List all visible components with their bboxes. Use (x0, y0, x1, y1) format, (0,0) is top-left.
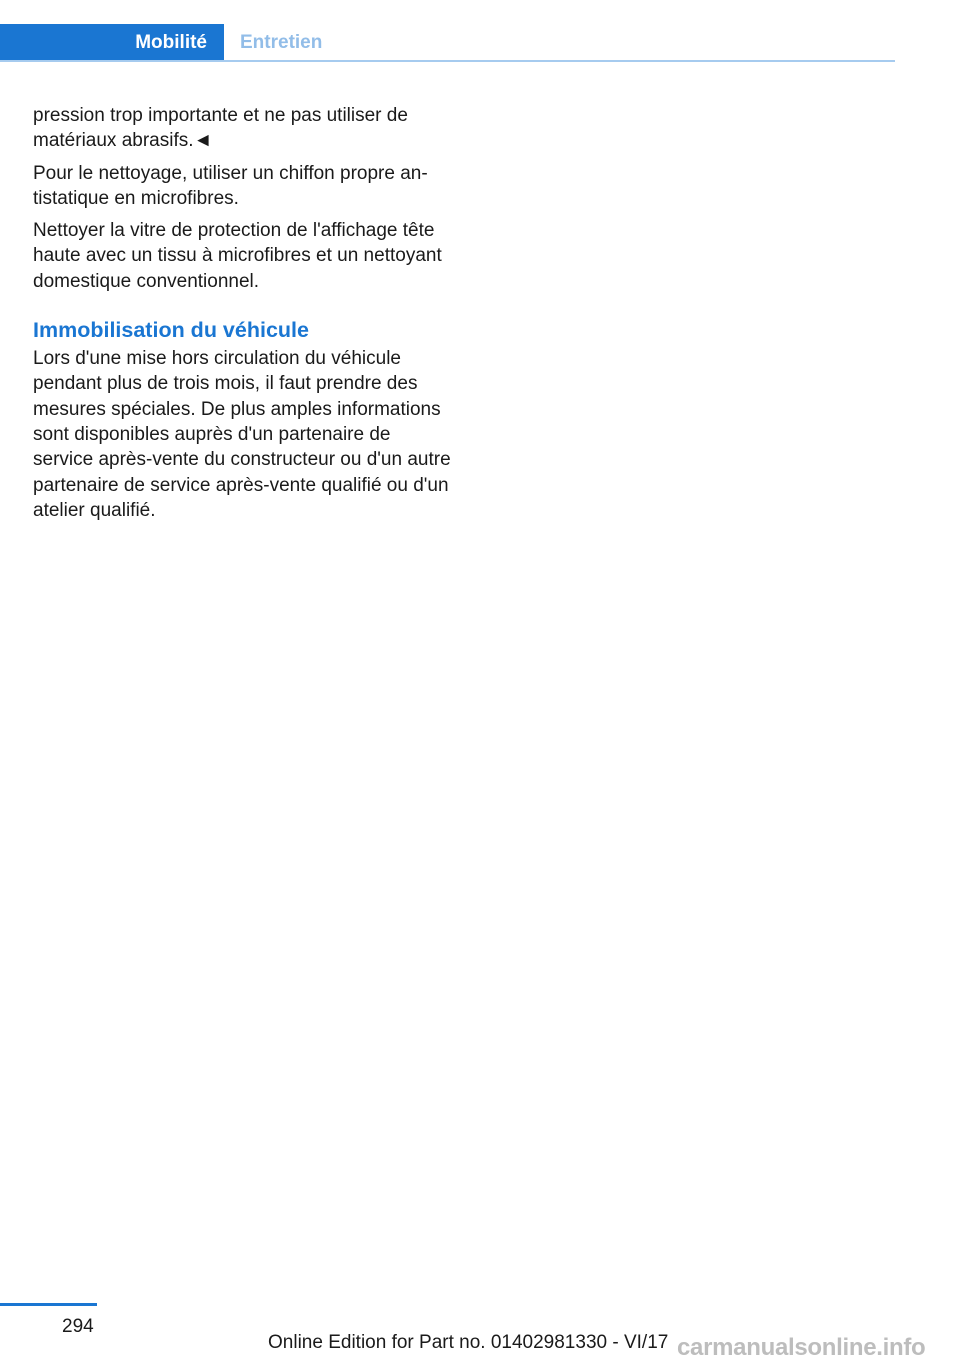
main-content (33, 103, 453, 535)
tab-mobilite-label: Mobilité (135, 31, 207, 53)
page-header (0, 0, 895, 62)
tab-mobilite[interactable] (0, 24, 224, 61)
paragraph-immobilisation: Lors d'une mise hors circulation du véhicule pendant plus de trois mois, il faut prendre des mesures spéciales. De plus amples informations sont disponibles auprès d'un partenaire de service après-vente du constructeur ou d'un autre partenaire de service après-vente qualifié ou d'un atelier qualifié. (33, 348, 451, 521)
paragraph-abrasives: pression trop importante et ne pas utiliser de matériaux abrasifs.◄ (33, 105, 408, 152)
page-number: 294 (62, 1316, 94, 1337)
section-heading: Immobilisation du véhicule (33, 318, 309, 343)
tab-entretien[interactable] (240, 24, 322, 61)
tab-entretien-label: Entretien (240, 31, 323, 53)
header-divider (0, 60, 895, 62)
footer-divider (0, 1303, 97, 1306)
edition-text: Online Edition for Part no. 01402981330 - VI/17 (268, 1332, 669, 1353)
paragraph-cleaning-cloth: Pour le nettoyage, utiliser un chiffon propre antistatique en microfibres. (33, 162, 428, 209)
watermark: carmanualsonline.info (677, 1334, 926, 1361)
paragraph-hud-glass: Nettoyer la vitre de protection de l'affichage tête haute avec un tissu à microfibres et un nettoyant domestique conventionnel. (33, 220, 442, 292)
